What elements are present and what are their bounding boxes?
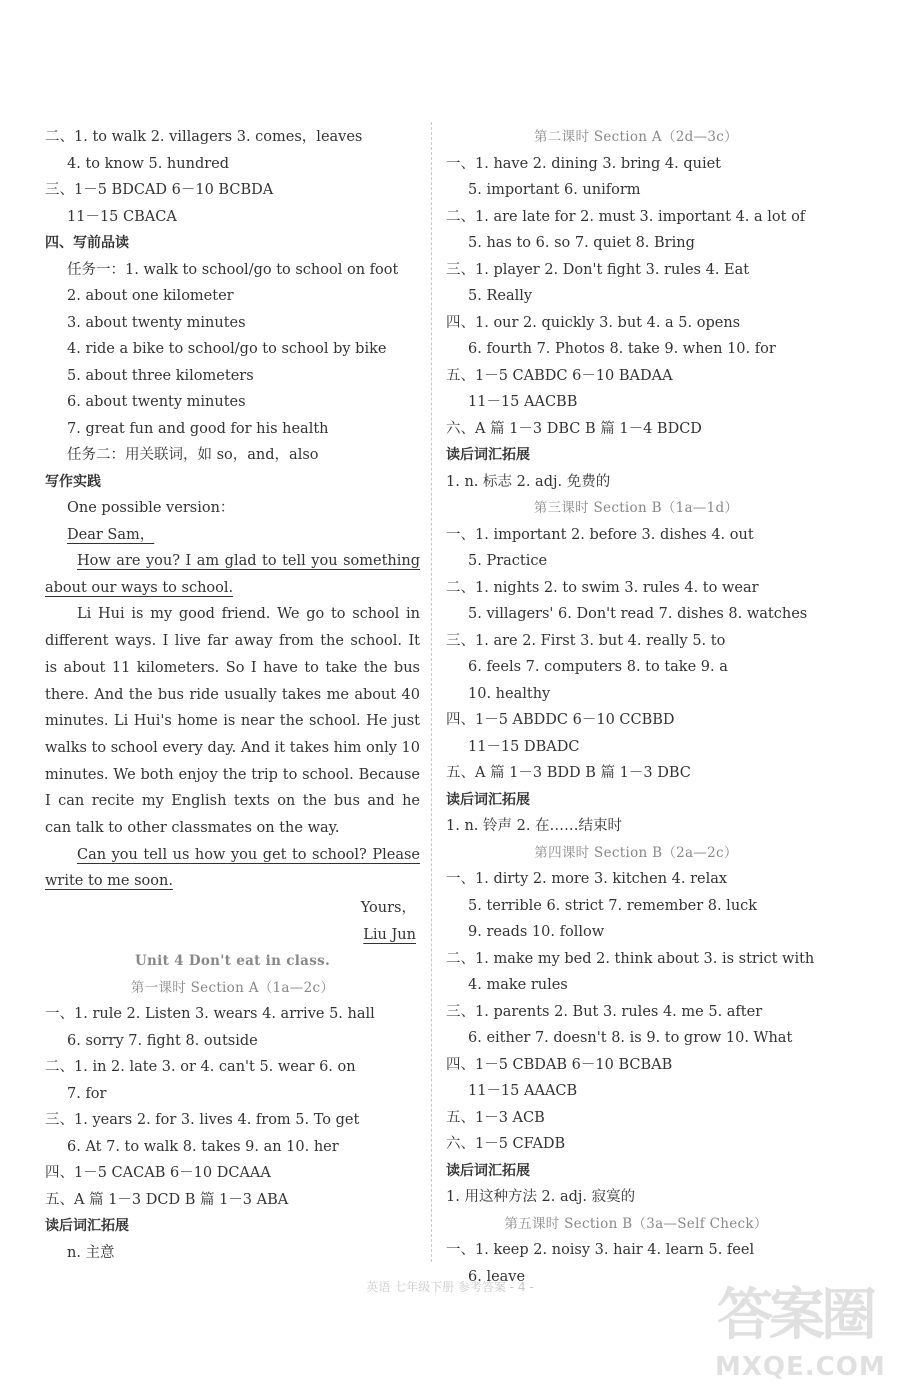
right-line: 第四课时 Section B（2a—2c）	[534, 844, 738, 861]
left2-line: Unit 4 Don't eat in class.	[134, 953, 331, 970]
page-footer: 英语 七年级下册 参考答案 - 4 -	[366, 1280, 534, 1294]
watermark-logo	[707, 1271, 892, 1386]
right-line: 二、1. are late for 2. must 3. important 4. a lot of	[446, 208, 806, 225]
right-line: 四、1－5 CBDAB 6－10 BCBAB	[446, 1056, 673, 1073]
letter-paragraph-2: Li Hui is my good friend. We go to school in different ways. I live far away from the school. It is about 11 kilometers. So I have to take the bus there. And the bus ride usually takes me about 40 minutes. Li Hui's home is near the school. He just walks to school every day. And it takes him only 10 minutes. We both enjoy the trip to school. Because I can recite my English texts on the bus and he can talk to other classmates on the way.	[45, 606, 420, 837]
right-line: 第五课时 Section B（3a—Self Check）	[504, 1215, 768, 1232]
letter-signature: Liu Jun	[363, 926, 416, 943]
left-line: 2. about one kilometer	[67, 288, 234, 304]
right-line: 4. make rules	[468, 977, 568, 993]
left2-line: n. 主意	[67, 1244, 115, 1261]
left-line: 四、写前品读	[45, 235, 129, 251]
column-divider	[431, 122, 432, 1262]
right-line: 1. 用这种方法 2. adj. 寂寞的	[446, 1189, 636, 1205]
left-line: 11－15 CBACA	[67, 208, 177, 225]
watermark-cn: 答案圈	[717, 1283, 873, 1348]
right-line: 11－15 AACBB	[468, 394, 578, 410]
right-column	[446, 124, 826, 1290]
right-line: 一、1. dirty 2. more 3. kitchen 4. relax	[446, 871, 728, 887]
left2-line: 第一课时 Section A（1a—2c）	[130, 979, 335, 996]
right-line: 读后词汇拓展	[446, 1162, 530, 1179]
right-line: 三、1. are 2. First 3. but 4. really 5. to	[446, 632, 726, 649]
right-line: 11－15 DBADC	[468, 738, 580, 755]
left-line: 3. about twenty minutes	[67, 314, 246, 331]
right-line: 四、1. our 2. quickly 3. but 4. a 5. opens	[446, 314, 741, 331]
right-line: 五、A 篇 1－3 BDD B 篇 1－3 DBC	[446, 765, 691, 781]
right-line: 一、1. have 2. dining 3. bring 4. quiet	[446, 155, 722, 172]
right-line: 5. terrible 6. strict 7. remember 8. luck	[468, 897, 758, 914]
left2-line: 7. for	[67, 1085, 107, 1102]
unit4-answers	[45, 948, 420, 1266]
right-line: 11－15 AAACB	[468, 1083, 578, 1099]
right-line: 四、1－5 ABDDC 6－10 CCBBD	[446, 712, 675, 728]
right-line: 9. reads 10. follow	[468, 924, 605, 940]
right-line: 二、1. nights 2. to swim 3. rules 4. to wear	[446, 579, 759, 596]
left-line: 写作实践	[45, 473, 101, 490]
letter-paragraph-3: Can you tell us how you get to school? Please write to me soon.	[45, 846, 420, 890]
left-column	[45, 124, 420, 1266]
right-line: 读后词汇拓展	[446, 791, 530, 808]
right-line: 5. Really	[468, 288, 533, 304]
right-line: 6. either 7. doesn't 8. is 9. to grow 10. What	[468, 1030, 793, 1046]
left-line: 5. about three kilometers	[67, 367, 254, 384]
left2-line: 一、1. rule 2. Listen 3. wears 4. arrive 5. hall	[45, 1006, 375, 1023]
right-line: 1. n. 铃声 2. 在……结束时	[446, 818, 623, 834]
right-line: 六、1－5 CFADB	[446, 1136, 566, 1152]
left-line: One possible version：	[67, 500, 235, 516]
left-line: 任务二：用关联词，如 so，and，also	[67, 447, 319, 463]
right-line: 5. has to 6. so 7. quiet 8. Bring	[468, 235, 695, 251]
left-line: 4. ride a bike to school/go to school by bike	[67, 341, 387, 357]
letter-closing: Yours，	[360, 900, 416, 917]
right-line: 三、1. parents 2. But 3. rules 4. me 5. after	[446, 1003, 763, 1020]
right-line: 6. feels 7. computers 8. to take 9. a	[468, 659, 728, 675]
watermark-en: MXQE.COM	[715, 1352, 886, 1382]
left-line: Dear Sam，	[67, 526, 155, 543]
left-line: 6. about twenty minutes	[67, 394, 246, 410]
left-line: 7. great fun and good for his health	[67, 420, 329, 437]
right-line: 5. important 6. uniform	[468, 182, 641, 198]
right-line: 5. Practice	[468, 553, 548, 569]
right-line: 五、1－5 CABDC 6－10 BADAA	[446, 367, 673, 384]
left2-line: 五、A 篇 1－3 DCD B 篇 1－3 ABA	[45, 1191, 289, 1208]
left2-line: 三、1. years 2. for 3. lives 4. from 5. To get	[45, 1112, 360, 1129]
right-line: 二、1. make my bed 2. think about 3. is strict with	[446, 950, 815, 967]
right-line: 6. leave	[468, 1268, 526, 1285]
right-line: 第二课时 Section A（2d—3c）	[534, 129, 738, 145]
right-line: 1. n. 标志 2. adj. 免费的	[446, 473, 611, 490]
right-line: 五、1－3 ACB	[446, 1109, 545, 1126]
left-answers	[45, 124, 420, 548]
left-line: 三、1－5 BDCAD 6－10 BCBDA	[45, 182, 274, 198]
left-line: 二、1. to walk 2. villagers 3. comes，leaves	[45, 129, 363, 145]
left-line: 任务一：1. walk to school/go to school on foot	[67, 261, 399, 278]
letter-paragraph-1: How are you? I am glad to tell you something about our ways to school.	[45, 553, 420, 596]
right-line: 一、1. keep 2. noisy 3. hair 4. learn 5. feel	[446, 1242, 755, 1258]
right-line: 一、1. important 2. before 3. dishes 4. out	[446, 526, 754, 543]
right-line: 6. fourth 7. Photos 8. take 9. when 10. for	[468, 341, 776, 357]
right-line: 5. villagers' 6. Don't read 7. dishes 8. watches	[468, 606, 808, 622]
right-line: 第三课时 Section B（1a—1d）	[533, 500, 739, 516]
right-line: 读后词汇拓展	[446, 447, 530, 463]
left2-line: 四、1－5 CACAB 6－10 DCAAA	[45, 1165, 271, 1182]
right-line: 六、A 篇 1－3 DBC B 篇 1－4 BDCD	[446, 420, 702, 437]
right-line: 三、1. player 2. Don't fight 3. rules 4. Eat	[446, 261, 750, 278]
left2-line: 6. At 7. to walk 8. takes 9. an 10. her	[67, 1138, 339, 1155]
right-line: 10. healthy	[468, 685, 551, 702]
left-line: 4. to know 5. hundred	[67, 155, 230, 172]
left2-line: 6. sorry 7. fight 8. outside	[67, 1032, 258, 1049]
right-answers	[446, 124, 826, 1290]
left2-line: 二、1. in 2. late 3. or 4. can't 5. wear 6. on	[45, 1059, 356, 1076]
left2-line: 读后词汇拓展	[45, 1218, 129, 1235]
